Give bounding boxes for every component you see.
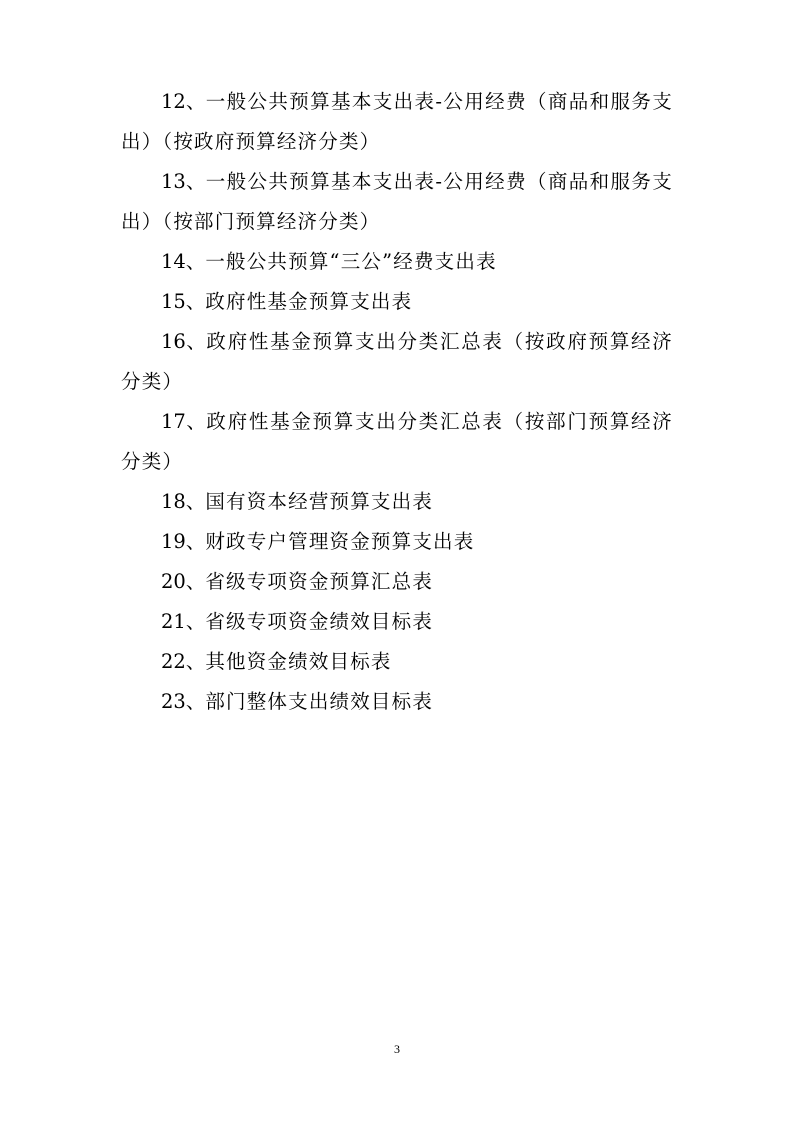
item-number: 16、 bbox=[161, 330, 207, 353]
item-number: 18、 bbox=[161, 490, 206, 513]
item-text: 财政专户管理资金预算支出表 bbox=[205, 530, 475, 553]
document-body bbox=[121, 82, 673, 722]
list-item bbox=[121, 242, 673, 282]
item-number: 20、 bbox=[161, 570, 206, 593]
page-number: 3 bbox=[394, 1042, 400, 1056]
item-number: 14、 bbox=[161, 250, 206, 273]
item-text: 政府性基金预算支出分类汇总表（按政府预算经济分类） bbox=[121, 330, 673, 393]
list-item bbox=[121, 282, 673, 322]
list-item bbox=[121, 162, 673, 242]
item-text: 政府性基金预算支出分类汇总表（按部门预算经济分类） bbox=[121, 410, 673, 473]
item-text: 一般公共预算“三公”经费支出表 bbox=[205, 250, 497, 273]
item-number: 21、 bbox=[161, 610, 206, 633]
item-number: 23、 bbox=[161, 690, 206, 713]
list-item bbox=[121, 402, 673, 482]
item-text: 政府性基金预算支出表 bbox=[205, 290, 413, 313]
item-text: 部门整体支出绩效目标表 bbox=[205, 690, 434, 713]
item-text: 国有资本经营预算支出表 bbox=[205, 490, 434, 513]
item-number: 17、 bbox=[161, 410, 207, 433]
item-text: 一般公共预算基本支出表-公用经费（商品和服务支出）（按部门预算经济分类） bbox=[121, 170, 673, 233]
item-text: 省级专项资金预算汇总表 bbox=[205, 570, 434, 593]
item-number: 19、 bbox=[161, 530, 206, 553]
list-item bbox=[121, 82, 673, 162]
item-number: 12、 bbox=[161, 90, 206, 113]
list-item bbox=[121, 642, 673, 682]
item-text: 其他资金绩效目标表 bbox=[205, 650, 392, 673]
item-text: 一般公共预算基本支出表-公用经费（商品和服务支出）（按政府预算经济分类） bbox=[121, 90, 673, 153]
list-item bbox=[121, 682, 673, 722]
item-number: 15、 bbox=[161, 290, 206, 313]
list-item bbox=[121, 522, 673, 562]
item-text: 省级专项资金绩效目标表 bbox=[205, 610, 434, 633]
item-number: 13、 bbox=[161, 170, 206, 193]
list-item bbox=[121, 602, 673, 642]
list-item bbox=[121, 322, 673, 402]
item-number: 22、 bbox=[161, 650, 206, 673]
list-item bbox=[121, 482, 673, 522]
list-item bbox=[121, 562, 673, 602]
